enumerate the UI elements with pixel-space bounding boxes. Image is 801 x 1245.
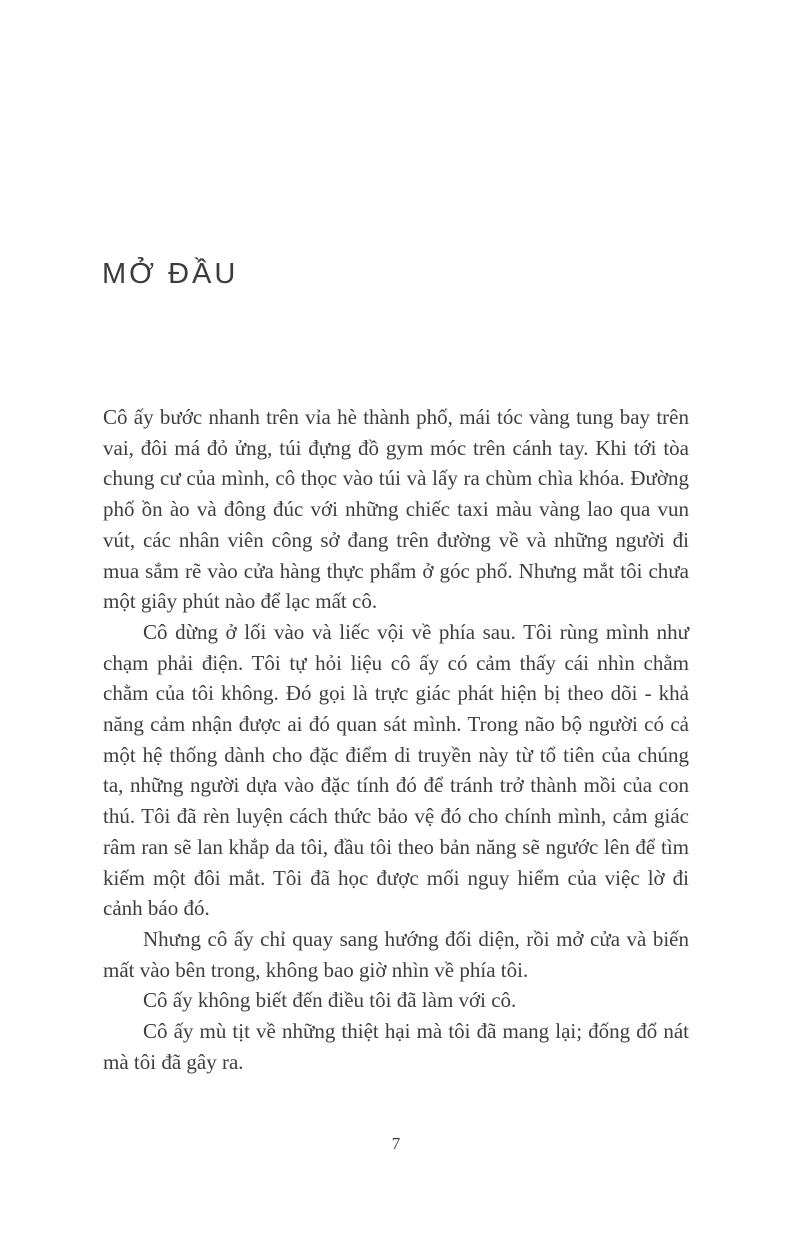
body-paragraph: Nhưng cô ấy chỉ quay sang hướng đối diện, rồi mở cửa và biến mất vào bên trong, không bao giờ nhìn về phía tôi. [103,926,689,982]
body-paragraph: Cô ấy không biết đến điều tôi đã làm với cô. [143,988,517,1013]
page-number: 7 [391,1134,401,1153]
body-text [103,402,689,1077]
chapter-heading: MỞ ĐẦU [102,258,239,290]
body-paragraph: Cô ấy mù tịt về những thiệt hại mà tôi đã mang lại; đống đổ nát mà tôi đã gây ra. [103,1019,689,1074]
body-paragraph: Cô ấy bước nhanh trên vỉa hè thành phố, mái tóc vàng tung bay trên vai, đôi má đỏ ửng, túi đựng đồ gym móc trên cánh tay. Khi tới tòa chung cư của mình, cô thọc vào túi và lấy ra chùm chìa khóa. Đường phố ồn ào và đông đúc với những chiếc taxi màu vàng lao qua vun vút, các nhân viên công sở đang trên đường về và những người đi mua sắm rẽ vào cửa hàng thực phẩm ở góc phố. Nhưng mắt tôi chưa một giây phút nào để lạc mất cô. [103,405,689,614]
body-paragraph: Cô dừng ở lối vào và liếc vội về phía sau. Tôi rùng mình như chạm phải điện. Tôi tự hỏi liệu cô ấy có cảm thấy cái nhìn chằm chằm của tôi không. Đó gọi là trực giác phát hiện bị theo dõi - khả năng cảm nhận được ai đó quan sát mình. Trong não bộ người có cả một hệ thống dành cho đặc điểm di truyền này từ tổ tiên của chúng ta, những người dựa vào đặc tính đó để tránh trở thành mồi của con thú. Tôi đã rèn luyện cách thức bảo vệ đó cho chính mình, cảm giác râm ran sẽ lan khắp da tôi, đầu tôi theo bản năng sẽ ngước lên để tìm kiếm một đôi mắt. Tôi đã học được mối nguy hiểm của việc lờ đi cảnh báo đó. [103,619,689,921]
